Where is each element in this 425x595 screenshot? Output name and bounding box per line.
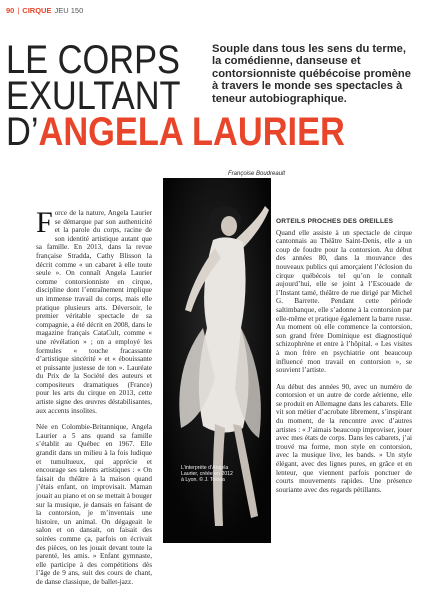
- title-line-3: [6, 110, 345, 154]
- header-separator: |: [17, 6, 20, 15]
- title-name: ANGELA LAURIER: [38, 110, 345, 154]
- section-label: CIRQUE: [22, 6, 52, 15]
- article-photo: [163, 178, 271, 543]
- title-line-1: LE CORPS: [6, 38, 180, 82]
- right-column: [276, 218, 412, 502]
- left-paragraph-1: [36, 206, 152, 415]
- right-subhead: ORTEILS PROCHES DES OREILLES: [276, 218, 394, 225]
- title-prefix: D’: [6, 110, 39, 154]
- article-lead: Souple dans tous les sens du terme, la comédienne, danseuse et contorsionniste québécoise promène à travers le monde ses spectacles à teneur autobiographique.: [212, 43, 411, 105]
- photo-caption: L’interprète d’Angela Laurier, créée en 2012 à Lyon. © J. Tolosa: [181, 465, 233, 484]
- page-header: [6, 6, 83, 15]
- right-paragraph-1: Quand elle assiste à un spectacle de cirque cantonnais au Théâtre Saint-Denis, elle a un coup de foudre pour la contorsion. Au début des années 80, dans la mouvance des nouveaux publics qui amorçaient l’éclosion du cirque québécois tel qu’on le connaît aujourd’hui, elle se joint à l’Escouade de l’Instant tamé, théâtre de rue dirigé par Michel G. Barrette. Pendant cette période saltimbanque, elle s’adonne à la contorsion par elle-même et pratique également la barre russe. Au moment où elle commence la contorsion, son grand frère Dominique est diagnostiqué schizophrène et entre à l’hôpital. « Les visites à mon frère en psychiatrie ont beaucoup influencé mon travail en contorsion », se souvient l’artiste.: [276, 228, 412, 375]
- issue-label: JEU 150: [54, 6, 84, 15]
- left-column: [36, 206, 152, 595]
- drop-cap: F: [36, 206, 53, 239]
- dancer-illustration: [163, 178, 271, 543]
- title-line-2: EXULTANT: [6, 74, 181, 118]
- left-paragraph-1-text: orce de la nature, Angela Laurier se démarque par son authenticité et la parole du corps, racine de son identité artistique autant que sa famille. En 2013, dans la revue française Stradda, Cathy Blisson la décrit comme « un cabaret à elle toute seule ». On connaît Angela Laurier comme contorsionniste en cirque, discipline dont l’entraînement implique un immense travail du corps, mais elle pratique plusieurs arts. Déversoir, le premier véritable spectacle de sa compagnie, a été décrit en 2008, dans le magazine français CataCult, comme « une révélation » ; on a employé les formules « touche fracassante d’artistique sincérité » et « ébouissante et puissante justesse de ton ». Lauréate du Prix de la Société des auteurs et compositeurs dramatiques (France) pour les arts du cirque en 2013, cette artiste signe des œuvres déstabilisantes, aux accents insolites.: [36, 209, 152, 415]
- author-credit: Françoise Boudreault: [228, 171, 286, 177]
- page-number: 90: [6, 6, 15, 15]
- left-paragraph-2: Née en Colombie-Britannique, Angela Laurier a 5 ans quand sa famille s’établit au Québec en 1967. Elle grandit dans un milieu à la fois ludique et tumultueux, qui apprécie et encourage ses talents artistiques : « On faisait du théâtre à la maison quand j’étais enfant, on improvisait. Maman jouait au piano et on se mettait à bouger sur la musique, je dansais en faisant de la contorsion, je m’inventais une histoire, un animal. On dégageait le salon et on dansait, on faisait des soirées comme ça, parfois on écrivait des pièces, on les jouait devant toute la parenté, les amis. » Enfant gymnaste, elle participe à des compétitions dès l’âge de 9 ans, suit des cours de chant, de danse classique, de ballet-jazz.: [36, 423, 152, 586]
- right-paragraph-2: Au début des années 90, avec un numéro de contorsion et un autre de corde aérienne, elle se produit en Allemagne dans les cabarets. Elle vit son métier d’acrobate librement, s’inspirant du moment, de la rencontre avec d’autres artistes : « J’aimais beaucoup improviser, jouer avec mes états de corps. Dans les cabarets, j’ai trouvé ma forme, mon style en contorsion, avec la musique live, les bands. » Un style élégant, avec des lignes pures, en grâce et en lenteur, que viennent parfois ponctuer de courts mouvements rapides. Une présence souriante avec des regards pétillants.: [276, 382, 412, 494]
